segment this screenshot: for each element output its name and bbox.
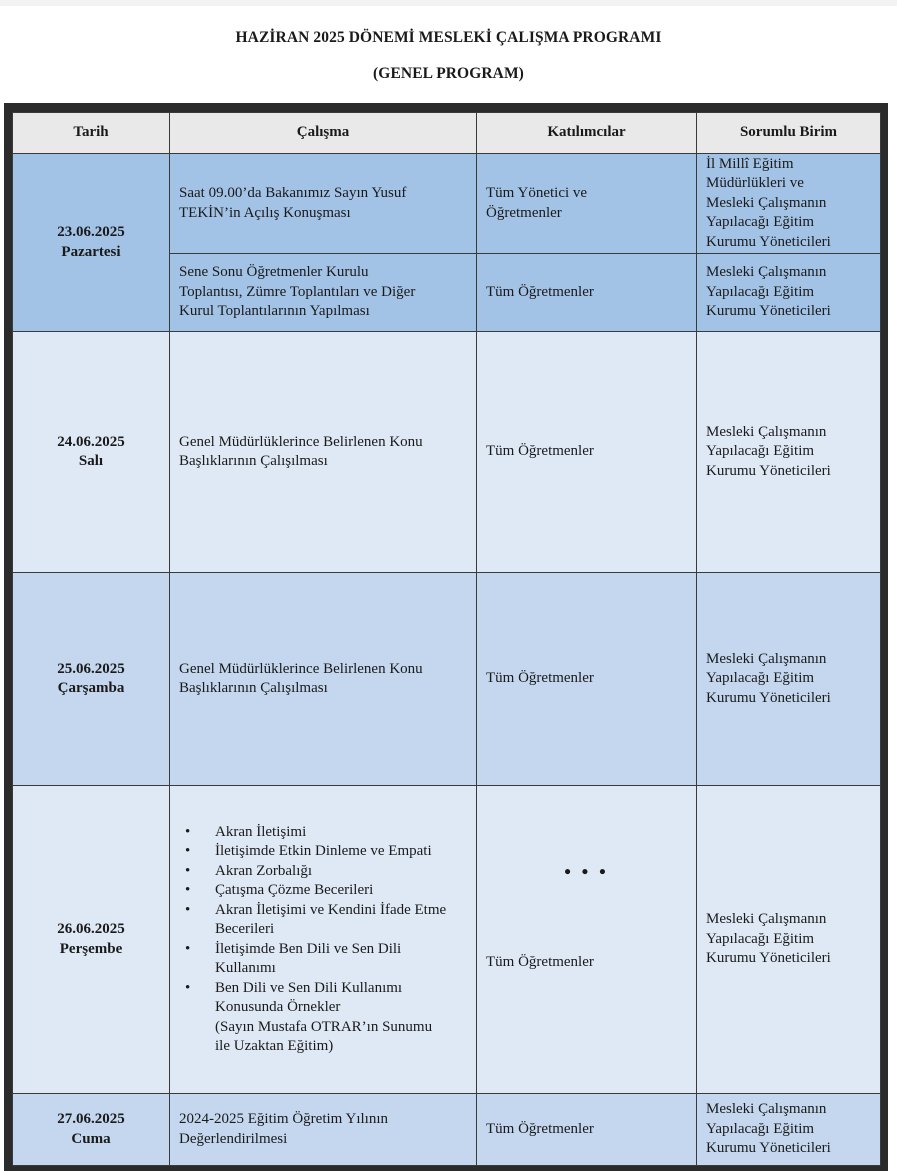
work-cell [170,786,477,1094]
participants-line: Tüm Yönetici ve [486,185,588,201]
topic-line: • İletişimde Etkin Dinleme ve Empati [215,843,432,859]
program-table [12,112,881,1166]
table-row [13,573,881,786]
topic-line: • Akran Zorbalığı [215,862,313,879]
topic-line: • Çatışma Çözme Becerileri [215,882,374,898]
list-item [201,823,467,843]
header-work: Çalışma [170,113,477,154]
participants-line: Tüm Öğretmenler [486,670,594,687]
day-value: Salı [78,453,104,469]
responsible-line: Yapılacağı Eğitim [706,670,815,687]
table-row [13,332,881,573]
work-cell [170,154,477,254]
responsible-line: Mesleki Çalışmanın [706,1101,827,1118]
work-line: Saat 09.00’da Bakanımız Sayın Yusuf [179,185,407,201]
responsible-line: Kurumu Yöneticileri [706,462,831,479]
document-title: HAZİRAN 2025 DÖNEMİ MESLEKİ ÇALIŞMA PROGRAMI [235,29,662,46]
list-item [201,842,467,862]
table-row [13,1094,881,1166]
day-value: Pazartesi [61,243,121,260]
top-strip [0,0,897,6]
list-item [201,940,467,979]
responsible-cell [697,573,881,786]
responsible-cell [697,154,881,254]
date-cell [13,573,170,786]
work-line: TEKİN’in Açılış Konuşması [179,204,351,221]
table-header-row [13,113,881,154]
responsible-cell [697,786,881,1094]
date-value: 25.06.2025 [57,660,125,677]
list-item [201,979,467,1018]
responsible-line: Yapılacağı Eğitim [706,1120,815,1137]
participants-line: Öğretmenler [486,204,562,221]
list-item [201,901,467,940]
work-line: Başlıklarının Çalışılması [179,453,328,469]
work-line: Başlıklarının Çalışılması [179,680,328,696]
participants-cell [477,254,697,332]
topic-line: • İletişimde Ben Dili ve Sen Dili [215,940,402,957]
participants-cell [477,573,697,786]
topic-line: Becerileri [215,921,275,937]
work-line: Değerlendirilmesi [179,1130,288,1147]
responsible-line: Kurumu Yöneticileri [706,950,831,967]
topic-line: • Akran İletişimi ve Kendini İfade Etme [215,901,447,918]
header-participants: Katılımcılar [477,113,697,154]
ellipsis-mark: • • • [564,862,609,883]
day-value: Cuma [71,1130,111,1147]
topic-note: (Sayın Mustafa OTRAR’ın Sunumu [215,1018,433,1035]
topic-line: Kullanımı [215,960,276,976]
header-responsible: Sorumlu Birim [697,113,881,154]
responsible-line: Kurumu Yöneticileri [706,233,831,250]
work-cell [170,332,477,573]
participants-line: Tüm Öğretmenler [486,1120,594,1137]
topic-list [179,823,467,1018]
participants-cell [477,1094,697,1166]
topic-line: Konusunda Örnekler [215,999,341,1015]
responsible-line: Mesleki Çalışmanın [706,650,827,667]
responsible-line: Mesleki Çalışmanın [706,264,827,281]
responsible-line: Yapılacağı Eğitim [706,443,815,460]
participants-line: Tüm Öğretmenler [486,443,594,460]
topic-line: • Ben Dili ve Sen Dili Kullanımı [215,979,403,996]
table-row [13,154,881,254]
header-date: Tarih [13,113,170,154]
responsible-cell [697,1094,881,1166]
responsible-line: Mesleki Çalışmanın [706,194,827,211]
date-cell [13,332,170,573]
participants-line: Tüm Öğretmenler [486,283,594,300]
responsible-line: Müdürlükleri ve [706,175,804,192]
responsible-line: Kurumu Yöneticileri [706,689,831,706]
topic-note: ile Uzaktan Eğitim) [215,1038,334,1054]
date-cell [13,154,170,332]
responsible-cell [697,332,881,573]
work-line: Genel Müdürlüklerince Belirlenen Konu [179,660,423,677]
list-item [201,881,467,901]
responsible-line: Yapılacağı Eğitim [706,214,815,231]
responsible-cell [697,254,881,332]
work-line: Toplantısı, Zümre Toplantıları ve Diğer [179,283,416,300]
date-value: 24.06.2025 [57,433,125,450]
date-value: 26.06.2025 [57,921,125,937]
work-line: Sene Sonu Öğretmenler Kurulu [179,264,369,281]
document-subtitle: (GENEL PROGRAM) [373,65,524,82]
work-line: 2024-2025 Eğitim Öğretim Yılının [179,1111,389,1127]
responsible-line: Yapılacağı Eğitim [706,283,815,300]
responsible-line: Mesleki Çalışmanın [706,911,827,928]
day-value: Perşembe [59,940,123,957]
participants-cell [477,332,697,573]
responsible-line: İl Millî Eğitim [706,155,794,172]
table-row [13,786,881,1094]
day-value: Çarşamba [57,680,125,696]
participants-cell [477,154,697,254]
work-line: Genel Müdürlüklerince Belirlenen Konu [179,433,423,450]
responsible-line: Kurumu Yöneticileri [706,303,831,320]
work-cell [170,254,477,332]
work-line: Kurul Toplantılarının Yapılması [179,303,370,320]
date-cell [13,786,170,1094]
participants-line: Tüm Öğretmenler [486,953,594,970]
responsible-line: Yapılacağı Eğitim [706,930,815,947]
work-cell [170,573,477,786]
list-item [201,862,467,882]
work-cell [170,1094,477,1166]
date-cell [13,1094,170,1166]
responsible-line: Kurumu Yöneticileri [706,1140,831,1157]
date-value: 23.06.2025 [57,224,125,240]
participants-cell [477,786,697,1094]
responsible-line: Mesleki Çalışmanın [706,423,827,440]
topic-line: • Akran İletişimi [215,823,307,840]
date-value: 27.06.2025 [57,1111,125,1127]
